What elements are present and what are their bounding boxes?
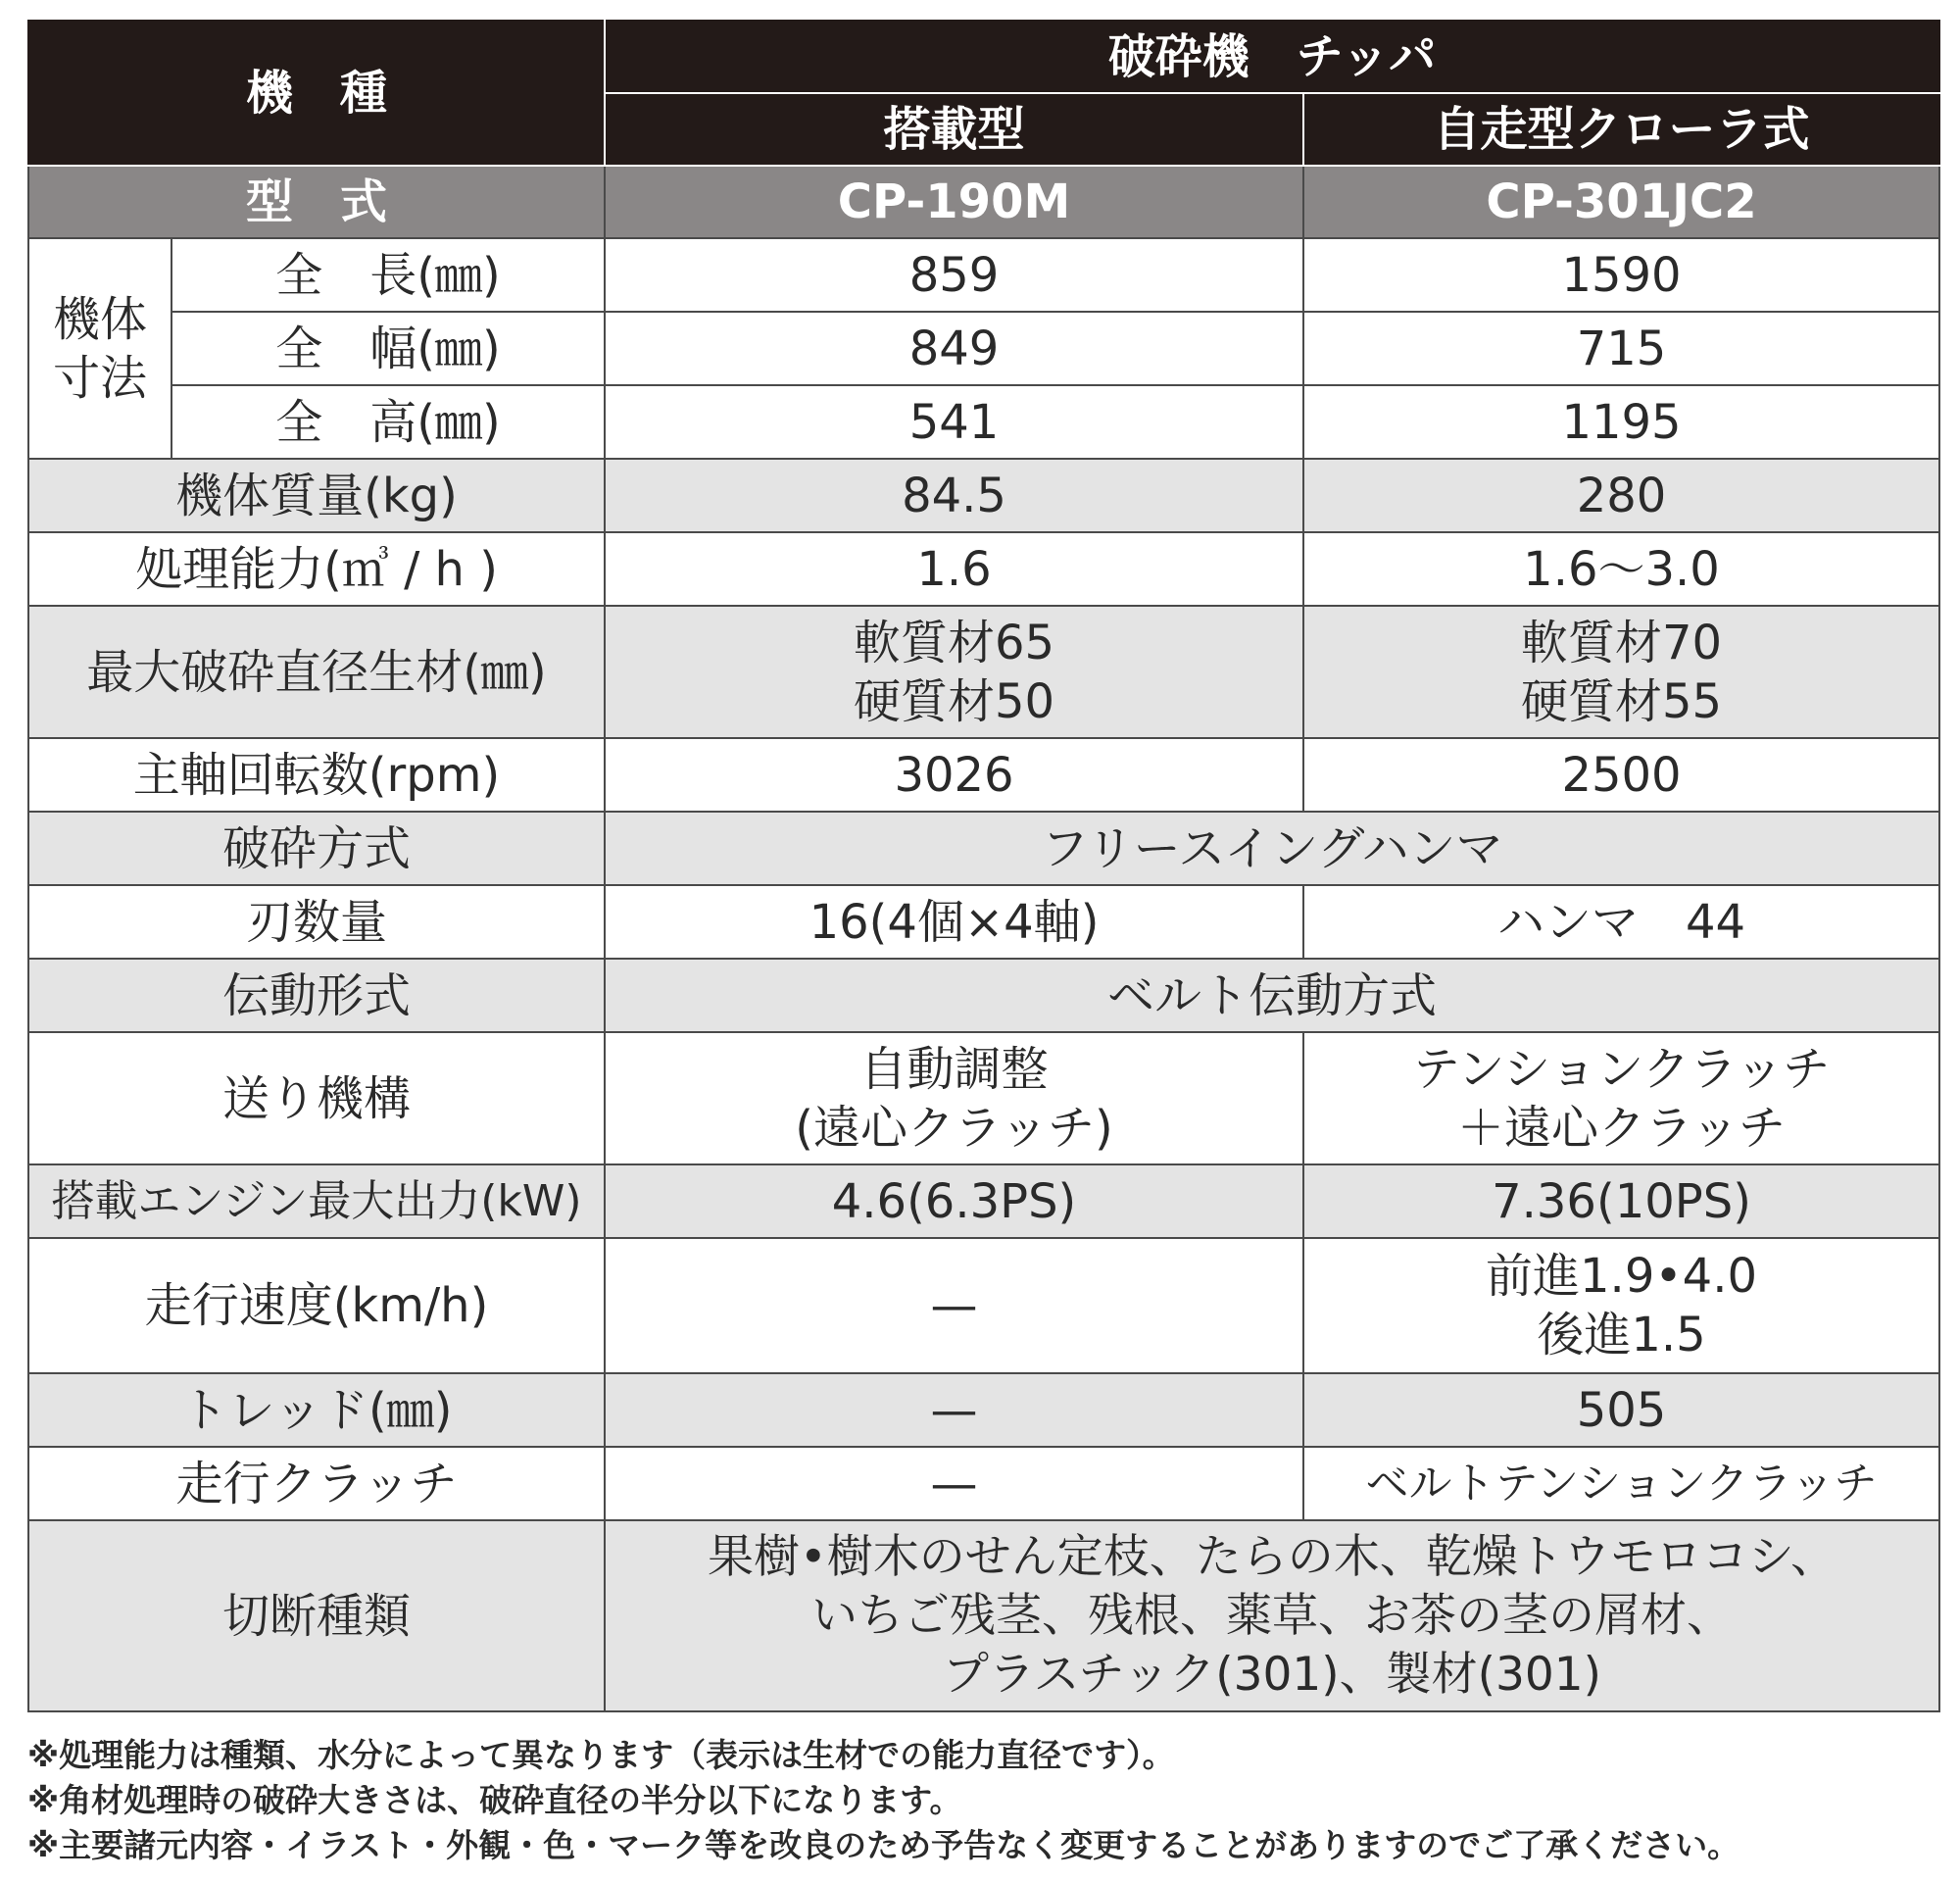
cell-feed-mechanism-1 xyxy=(605,1032,1303,1164)
cell-feed-mechanism-2 xyxy=(1303,1032,1939,1164)
row-label-weight: 機体質量(kg) xyxy=(28,459,605,532)
cell-travel-clutch-2: ベルトテンションクラッチ xyxy=(1303,1447,1939,1520)
model-row-label: 型 式 xyxy=(28,166,605,238)
cell-tread-1: — xyxy=(605,1373,1303,1447)
table-row xyxy=(28,1447,1939,1520)
cell-length-1: 859 xyxy=(605,238,1303,312)
cell-line: 軟質材70 xyxy=(1520,615,1723,670)
model-row xyxy=(28,166,1939,238)
table-row xyxy=(28,532,1939,606)
dimensions-group-label-line1: 機体 xyxy=(52,291,147,347)
footnote: ※主要諸元内容・イラスト・外観・色・マーク等を改良のため予告なく変更することがありますのでご了承ください。 xyxy=(27,1826,1740,1864)
cell-length-2: 1590 xyxy=(1303,238,1939,312)
row-label-length: 全 長(㎜) xyxy=(172,238,605,312)
row-label-crushing-method: 破砕方式 xyxy=(28,812,605,885)
footnote: ※角材処理時の破砕大きさは、破砕直径の半分以下になります。 xyxy=(27,1781,962,1819)
row-label-spindle-rpm: 主軸回転数(rpm) xyxy=(28,738,605,812)
cell-engine-output-2: 7.36(10PS) xyxy=(1303,1164,1939,1238)
row-label-travel-clutch: 走行クラッチ xyxy=(28,1447,605,1520)
table-row xyxy=(28,885,1939,959)
cell-line: 果樹•樹木のせん定枝、たらの木、乾燥トウモロコシ、 xyxy=(708,1529,1837,1584)
cell-travel-speed-2 xyxy=(1303,1238,1939,1373)
variant-2-label: 自走型クローラ式 xyxy=(1303,93,1939,166)
table-row xyxy=(28,1238,1939,1373)
variant-1-label: 搭載型 xyxy=(605,93,1303,166)
table-row xyxy=(28,459,1939,532)
cell-height-2: 1195 xyxy=(1303,385,1939,459)
cell-travel-speed-1: — xyxy=(605,1238,1303,1373)
table-row xyxy=(28,385,1939,459)
machine-group-label: 破砕機 チッパ xyxy=(605,21,1939,93)
table-row xyxy=(28,238,1939,312)
spec-table xyxy=(27,20,1940,1712)
dimensions-group-label-line2: 寸法 xyxy=(52,350,147,406)
cell-line: 後進1.5 xyxy=(1537,1308,1706,1362)
row-label-cutting-types: 切断種類 xyxy=(28,1520,605,1711)
table-row xyxy=(28,959,1939,1032)
cell-width-2: 715 xyxy=(1303,312,1939,385)
cell-cutting-types xyxy=(605,1520,1939,1711)
row-label-engine-output: 搭載エンジン最大出力(kW) xyxy=(28,1164,605,1238)
cell-max-diameter-1 xyxy=(605,606,1303,738)
row-label-blade-count: 刃数量 xyxy=(28,885,605,959)
row-label-capacity: 処理能力(㎥ / h ) xyxy=(28,532,605,606)
cell-width-1: 849 xyxy=(605,312,1303,385)
row-label-tread: トレッド(㎜) xyxy=(28,1373,605,1447)
cell-line: 自動調整 xyxy=(859,1041,1049,1097)
cell-max-diameter-2 xyxy=(1303,606,1939,738)
cell-line: 軟質材65 xyxy=(853,615,1055,670)
row-label-height: 全 高(㎜) xyxy=(172,385,605,459)
cell-line: いちご残茎、残根、薬草、お茶の茎の屑材、 xyxy=(811,1588,1734,1643)
cell-blade-count-2: ハンマ 44 xyxy=(1303,885,1939,959)
model-2: CP-301JC2 xyxy=(1303,166,1939,238)
cell-transmission: ベルト伝動方式 xyxy=(605,959,1939,1032)
table-row xyxy=(28,606,1939,738)
cell-travel-clutch-1: — xyxy=(605,1447,1303,1520)
cell-line: プラスチック(301)、製材(301) xyxy=(943,1647,1602,1702)
table-row xyxy=(28,1520,1939,1711)
row-label-max-diameter: 最大破砕直径生材(㎜) xyxy=(28,606,605,738)
dimensions-group-label xyxy=(28,238,172,459)
cell-spindle-rpm-2: 2500 xyxy=(1303,738,1939,812)
header-row-1 xyxy=(28,21,1939,93)
table-row xyxy=(28,1032,1939,1164)
cell-capacity-1: 1.6 xyxy=(605,532,1303,606)
cell-crushing-method: フリースイングハンマ xyxy=(605,812,1939,885)
cell-line: 前進1.9•4.0 xyxy=(1486,1249,1758,1304)
row-label-feed-mechanism: 送り機構 xyxy=(28,1032,605,1164)
cell-weight-2: 280 xyxy=(1303,459,1939,532)
table-row xyxy=(28,312,1939,385)
cell-line: ＋遠心クラッチ xyxy=(1456,1100,1787,1156)
cell-capacity-2: 1.6〜3.0 xyxy=(1303,532,1939,606)
table-row xyxy=(28,1373,1939,1447)
row-label-transmission: 伝動形式 xyxy=(28,959,605,1032)
footnotes xyxy=(27,1733,1948,1868)
cell-engine-output-1: 4.6(6.3PS) xyxy=(605,1164,1303,1238)
table-row xyxy=(28,1164,1939,1238)
model-1: CP-190M xyxy=(605,166,1303,238)
cell-spindle-rpm-1: 3026 xyxy=(605,738,1303,812)
cell-height-1: 541 xyxy=(605,385,1303,459)
cell-line: 硬質材55 xyxy=(1520,673,1723,729)
cell-line: テンションクラッチ xyxy=(1412,1041,1831,1097)
table-row xyxy=(28,738,1939,812)
row-label-travel-speed: 走行速度(km/h) xyxy=(28,1238,605,1373)
category-label: 機 種 xyxy=(28,21,605,166)
row-label-width: 全 幅(㎜) xyxy=(172,312,605,385)
cell-weight-1: 84.5 xyxy=(605,459,1303,532)
cell-line: (遠心クラッチ) xyxy=(795,1100,1113,1156)
cell-tread-2: 505 xyxy=(1303,1373,1939,1447)
footnote: ※処理能力は種類、水分によって異なります（表示は生材での能力直径です）。 xyxy=(27,1736,1175,1774)
cell-line: 硬質材50 xyxy=(853,673,1055,729)
table-row xyxy=(28,812,1939,885)
cell-blade-count-1: 16(4個×4軸) xyxy=(605,885,1303,959)
